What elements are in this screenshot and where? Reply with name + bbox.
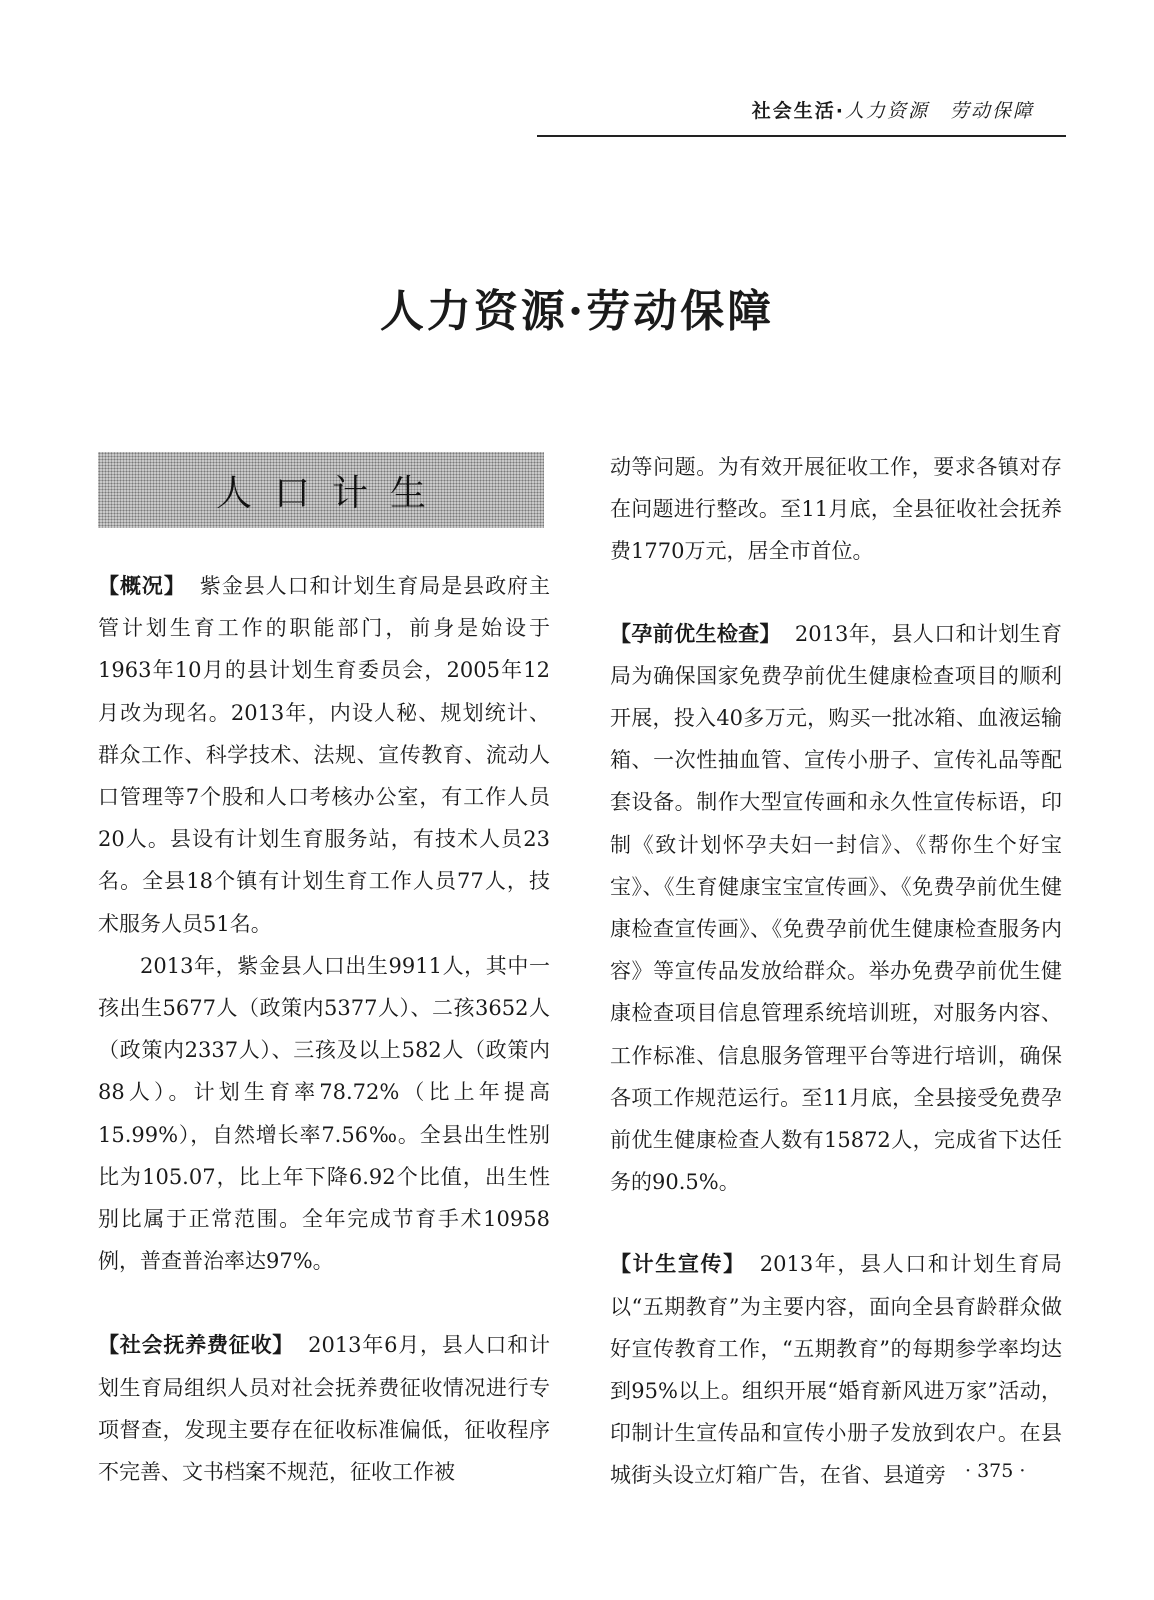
right-column [610, 446, 1062, 1497]
prepregnancy-paragraph [610, 613, 1062, 1204]
page-number: · 375 · [965, 1460, 1026, 1482]
overview-heading: 【概况】 [98, 574, 186, 598]
running-head-section: 社会生活· [751, 100, 845, 122]
overview-text: 紫金县人口和计划生育局是县政府主管计划生育工作的职能部门，前身是始设于1963年10月的县计划生育委员会，2005年12月改为现名。2013年，内设人秘、规划统计、群众工作、科学技术、法规、宣传教育、流动人口管理等7个股和人口考核办公室，有工作人员20人。县设有计划生育服务站，有技术人员23名。全县18个镇有计划生育工作人员77人，技术服务人员51名。 [98, 574, 551, 936]
header-rule [537, 135, 1066, 137]
overview-paragraph [98, 565, 550, 945]
fee-continued-paragraph: 动等问题。为有效开展征收工作，要求各镇对存在问题进行整改。至11月底，全县征收社会抚养费1770万元，居全市首位。 [610, 455, 1062, 564]
prepregnancy-text: 2013年，县人口和计划生育局为确保国家免费孕前优生健康检查项目的顺利开展，投入40多万元，购买一批冰箱、血液运输箱、一次性抽血管、宣传小册子、宣传礼品等配套设备。制作大型宣传画和永久性宣传标语，印制《致计划怀孕夫妇一封信》、《帮你生个好宝宝》、《生育健康宝宝宣传画》、《免费孕前优生健康检查宣传画》、《免费孕前优生健康检查服务内容》等宣传品发放给群众。举办免费孕前优生健康检查项目信息管理系统培训班，对服务内容、工作标准、信息服务管理平台等进行培训，确保各项工作规范运行。至11月底，全县接受免费孕前优生健康检查人数有15872人，完成省下达任务的90.5%。 [610, 621, 1063, 1195]
publicity-text: 2013年，县人口和计划生育局以“五期教育”为主要内容，面向全县育龄群众做好宣传教育工作，“五期教育”的每期参学率均达到95%以上。组织开展“婚育新风进万家”活动，印制计生宣传品和宣传小册子发放到农户。在县城街头设立灯箱广告，在省、县道旁 [610, 1252, 1063, 1488]
publicity-paragraph [610, 1243, 1062, 1496]
section-banner-label: 人口计生 [215, 472, 448, 514]
births-paragraph: 2013年，紫金县人口出生9911人，其中一孩出生5677人（政策内5377人）、二孩3652人（政策内2337人）、三孩及以上582人（政策内88人）。计划生育率78.72%（比上年提高15.99%），自然增长率7.56‰。全县出生性别比为105.07，比上年下降6.92个比值，出生性别比属于正常范围。全年完成节育手术10958例，普查普治率达97%。 [98, 953, 550, 1274]
left-column [98, 565, 550, 1493]
page-title: 人力资源·劳动保障 [379, 286, 775, 337]
fee-text: 2013年6月，县人口和计划生育局组织人员对社会抚养费征收情况进行专项督查，发现主要存在征收标准偏低，征收程序不完善、文书档案不规范，征收工作被 [98, 1333, 550, 1485]
prepregnancy-heading: 【孕前优生检查】 [610, 621, 781, 646]
running-head [752, 96, 1034, 123]
running-head-subsection: 人力资源 劳动保障 [844, 100, 1034, 122]
fee-heading: 【社会抚养费征收】 [98, 1333, 295, 1358]
section-banner [98, 452, 544, 528]
publicity-heading: 【计生宣传】 [610, 1252, 746, 1277]
fee-paragraph [98, 1324, 550, 1493]
